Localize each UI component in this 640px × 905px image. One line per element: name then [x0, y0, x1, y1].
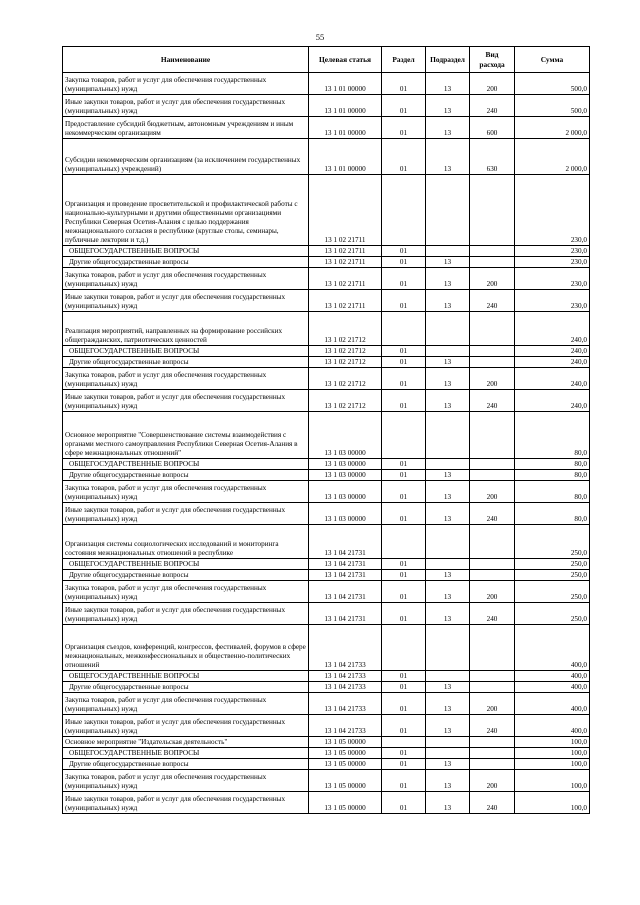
row-target-article: 13 1 04 21731: [309, 559, 382, 570]
row-target-article: 13 1 01 00000: [309, 117, 382, 139]
row-amount: 240,0: [515, 390, 590, 412]
row-name: Организация системы социологических исследований и мониторинга состояния межнациональных отношений в республике: [63, 525, 309, 559]
row-name: Организация съездов, конференций, конгрессов, фестивалей, форумов в сфере межнациональных, межконфессиональных и общественно-политических отношений: [63, 625, 309, 671]
row-subsection: [426, 175, 470, 246]
row-name: Закупка товаров, работ и услуг для обеспечения государственных (муниципальных) нужд: [63, 693, 309, 715]
row-amount: 400,0: [515, 693, 590, 715]
row-target-article: 13 1 04 21733: [309, 625, 382, 671]
table-row: [63, 603, 590, 625]
table-body: [63, 73, 590, 814]
column-header-target: Целевая статья: [309, 47, 382, 73]
table-row: [63, 268, 590, 290]
table-row: [63, 175, 590, 246]
row-name: Другие общегосударственные вопросы: [63, 357, 309, 368]
row-section: 01: [382, 671, 426, 682]
row-expense-type: 200: [470, 770, 515, 792]
row-subsection: 13: [426, 603, 470, 625]
row-target-article: 13 1 04 21733: [309, 693, 382, 715]
row-name: Другие общегосударственные вопросы: [63, 570, 309, 581]
row-expense-type: 200: [470, 73, 515, 95]
row-section: 01: [382, 95, 426, 117]
table-row: [63, 290, 590, 312]
table-row: [63, 117, 590, 139]
row-target-article: 13 1 04 21733: [309, 682, 382, 693]
row-amount: 250,0: [515, 525, 590, 559]
row-subsection: [426, 525, 470, 559]
table-row: [63, 459, 590, 470]
row-expense-type: [470, 346, 515, 357]
row-expense-type: [470, 175, 515, 246]
row-section: 01: [382, 770, 426, 792]
row-subsection: [426, 671, 470, 682]
row-expense-type: 240: [470, 290, 515, 312]
row-expense-type: [470, 748, 515, 759]
row-section: [382, 175, 426, 246]
row-target-article: 13 1 02 21711: [309, 257, 382, 268]
row-name: Иные закупки товаров, работ и услуг для обеспечения государственных (муниципальных) нужд: [63, 715, 309, 737]
row-target-article: 13 1 01 00000: [309, 95, 382, 117]
column-header-amount: Сумма: [515, 47, 590, 73]
row-target-article: 13 1 05 00000: [309, 737, 382, 748]
row-name: Иные закупки товаров, работ и услуг для обеспечения государственных (муниципальных) нужд: [63, 390, 309, 412]
row-subsection: 13: [426, 693, 470, 715]
table-row: [63, 73, 590, 95]
row-name: Закупка товаров, работ и услуг для обеспечения государственных (муниципальных) нужд: [63, 770, 309, 792]
column-header-subsection: Подраздел: [426, 47, 470, 73]
table-row: [63, 95, 590, 117]
row-expense-type: [470, 737, 515, 748]
row-target-article: 13 1 05 00000: [309, 792, 382, 814]
row-amount: 100,0: [515, 792, 590, 814]
row-amount: 500,0: [515, 95, 590, 117]
table-row: [63, 759, 590, 770]
row-name: Закупка товаров, работ и услуг для обеспечения государственных (муниципальных) нужд: [63, 368, 309, 390]
row-amount: 80,0: [515, 459, 590, 470]
row-subsection: 13: [426, 73, 470, 95]
row-subsection: [426, 625, 470, 671]
row-target-article: 13 1 02 21711: [309, 246, 382, 257]
table-row: [63, 412, 590, 459]
row-section: 01: [382, 481, 426, 503]
row-amount: 230,0: [515, 268, 590, 290]
row-amount: 100,0: [515, 737, 590, 748]
row-section: [382, 412, 426, 459]
row-subsection: [426, 559, 470, 570]
table-row: [63, 770, 590, 792]
row-target-article: 13 1 02 21712: [309, 390, 382, 412]
table-row: [63, 581, 590, 603]
row-amount: 250,0: [515, 581, 590, 603]
table-row: [63, 682, 590, 693]
row-section: 01: [382, 581, 426, 603]
row-name: ОБЩЕГОСУДАРСТВЕННЫЕ ВОПРОСЫ: [63, 671, 309, 682]
table-row: [63, 346, 590, 357]
row-subsection: 13: [426, 257, 470, 268]
row-section: [382, 312, 426, 346]
row-section: 01: [382, 368, 426, 390]
row-target-article: 13 1 02 21711: [309, 268, 382, 290]
row-section: [382, 737, 426, 748]
table-row: [63, 559, 590, 570]
row-expense-type: 200: [470, 693, 515, 715]
row-name: Другие общегосударственные вопросы: [63, 470, 309, 481]
column-header-name: Наименование: [63, 47, 309, 73]
row-section: 01: [382, 268, 426, 290]
row-amount: 400,0: [515, 671, 590, 682]
row-expense-type: [470, 357, 515, 368]
row-amount: 100,0: [515, 770, 590, 792]
row-expense-type: [470, 246, 515, 257]
row-section: 01: [382, 693, 426, 715]
row-section: 01: [382, 715, 426, 737]
row-subsection: 13: [426, 570, 470, 581]
row-subsection: 13: [426, 503, 470, 525]
row-amount: 80,0: [515, 503, 590, 525]
row-amount: 240,0: [515, 312, 590, 346]
row-target-article: 13 1 03 00000: [309, 481, 382, 503]
row-section: 01: [382, 117, 426, 139]
row-subsection: 13: [426, 759, 470, 770]
table-row: [63, 792, 590, 814]
row-target-article: 13 1 03 00000: [309, 459, 382, 470]
row-section: 01: [382, 470, 426, 481]
row-expense-type: 630: [470, 139, 515, 175]
table-row: [63, 748, 590, 759]
row-subsection: 13: [426, 290, 470, 312]
row-amount: 400,0: [515, 682, 590, 693]
row-expense-type: 200: [470, 581, 515, 603]
row-subsection: 13: [426, 117, 470, 139]
row-name: Субсидии некоммерческим организациям (за исключением государственных (муниципальных) учреждений): [63, 139, 309, 175]
row-expense-type: [470, 257, 515, 268]
table-row: [63, 525, 590, 559]
row-subsection: [426, 459, 470, 470]
row-amount: 230,0: [515, 257, 590, 268]
row-amount: 80,0: [515, 470, 590, 481]
row-subsection: 13: [426, 390, 470, 412]
row-subsection: [426, 312, 470, 346]
row-expense-type: 240: [470, 390, 515, 412]
row-subsection: 13: [426, 715, 470, 737]
table-row: [63, 715, 590, 737]
row-amount: 250,0: [515, 603, 590, 625]
row-section: 01: [382, 503, 426, 525]
row-name: Другие общегосударственные вопросы: [63, 759, 309, 770]
column-header-section: Раздел: [382, 47, 426, 73]
row-name: ОБЩЕГОСУДАРСТВЕННЫЕ ВОПРОСЫ: [63, 346, 309, 357]
row-section: 01: [382, 559, 426, 570]
table-row: [63, 737, 590, 748]
row-name: Иные закупки товаров, работ и услуг для обеспечения государственных (муниципальных) нужд: [63, 95, 309, 117]
row-section: 01: [382, 748, 426, 759]
table-row: [63, 470, 590, 481]
column-header-expense-type: Вид расхода: [470, 47, 515, 73]
table-row: [63, 570, 590, 581]
row-name: Иные закупки товаров, работ и услуг для обеспечения государственных (муниципальных) нужд: [63, 603, 309, 625]
row-section: 01: [382, 682, 426, 693]
row-subsection: [426, 737, 470, 748]
table-row: [63, 503, 590, 525]
row-expense-type: 240: [470, 95, 515, 117]
row-target-article: 13 1 05 00000: [309, 759, 382, 770]
row-target-article: 13 1 02 21711: [309, 290, 382, 312]
row-name: ОБЩЕГОСУДАРСТВЕННЫЕ ВОПРОСЫ: [63, 246, 309, 257]
row-section: 01: [382, 357, 426, 368]
row-subsection: 13: [426, 682, 470, 693]
row-name: Основное мероприятие "Издательская деятельность": [63, 737, 309, 748]
row-name: Иные закупки товаров, работ и услуг для обеспечения государственных (муниципальных) нужд: [63, 503, 309, 525]
table-row: [63, 671, 590, 682]
row-name: Иные закупки товаров, работ и услуг для обеспечения государственных (муниципальных) нужд: [63, 792, 309, 814]
row-amount: 400,0: [515, 625, 590, 671]
row-section: 01: [382, 459, 426, 470]
row-section: 01: [382, 246, 426, 257]
row-section: 01: [382, 390, 426, 412]
row-subsection: 13: [426, 268, 470, 290]
row-section: [382, 625, 426, 671]
row-expense-type: [470, 412, 515, 459]
table-row: [63, 481, 590, 503]
row-name: Организация и проведение просветительской и профилактической работы с национально-культурными и другими общественными организациями Республики Северная Осетия-Алания с целью поддержания межнационального согласия в республике (круглые столы, семинары, публичные лектории и т.д.): [63, 175, 309, 246]
row-subsection: 13: [426, 481, 470, 503]
row-expense-type: 200: [470, 268, 515, 290]
row-expense-type: [470, 470, 515, 481]
row-target-article: 13 1 04 21731: [309, 525, 382, 559]
row-target-article: 13 1 04 21731: [309, 570, 382, 581]
table-row: [63, 257, 590, 268]
row-subsection: [426, 412, 470, 459]
row-subsection: [426, 748, 470, 759]
row-name: Другие общегосударственные вопросы: [63, 257, 309, 268]
row-section: 01: [382, 139, 426, 175]
table-row: [63, 390, 590, 412]
row-amount: 2 000,0: [515, 139, 590, 175]
row-target-article: 13 1 02 21712: [309, 312, 382, 346]
row-expense-type: 240: [470, 603, 515, 625]
row-target-article: 13 1 04 21731: [309, 581, 382, 603]
row-subsection: 13: [426, 368, 470, 390]
row-expense-type: [470, 625, 515, 671]
row-name: Закупка товаров, работ и услуг для обеспечения государственных (муниципальных) нужд: [63, 581, 309, 603]
table-row: [63, 139, 590, 175]
row-target-article: 13 1 05 00000: [309, 770, 382, 792]
row-target-article: 13 1 04 21731: [309, 603, 382, 625]
row-amount: 250,0: [515, 570, 590, 581]
row-subsection: 13: [426, 770, 470, 792]
row-section: 01: [382, 290, 426, 312]
row-amount: 400,0: [515, 715, 590, 737]
row-subsection: 13: [426, 95, 470, 117]
row-expense-type: 200: [470, 481, 515, 503]
row-expense-type: [470, 559, 515, 570]
row-section: 01: [382, 257, 426, 268]
budget-table: [62, 46, 590, 814]
row-target-article: 13 1 02 21712: [309, 357, 382, 368]
row-expense-type: [470, 759, 515, 770]
row-amount: 500,0: [515, 73, 590, 95]
row-expense-type: 240: [470, 503, 515, 525]
row-name: Иные закупки товаров, работ и услуг для обеспечения государственных (муниципальных) нужд: [63, 290, 309, 312]
row-target-article: 13 1 02 21712: [309, 368, 382, 390]
table-row: [63, 246, 590, 257]
row-expense-type: [470, 459, 515, 470]
row-amount: 80,0: [515, 481, 590, 503]
row-section: 01: [382, 792, 426, 814]
row-subsection: [426, 246, 470, 257]
row-section: 01: [382, 603, 426, 625]
row-name: Другие общегосударственные вопросы: [63, 682, 309, 693]
page-number: 55: [315, 32, 325, 42]
row-amount: 80,0: [515, 412, 590, 459]
row-target-article: 13 1 05 00000: [309, 748, 382, 759]
row-target-article: 13 1 03 00000: [309, 470, 382, 481]
row-expense-type: [470, 671, 515, 682]
row-amount: 240,0: [515, 357, 590, 368]
row-expense-type: [470, 682, 515, 693]
row-target-article: 13 1 01 00000: [309, 139, 382, 175]
row-amount: 230,0: [515, 290, 590, 312]
row-name: Закупка товаров, работ и услуг для обеспечения государственных (муниципальных) нужд: [63, 481, 309, 503]
table-row: [63, 625, 590, 671]
row-target-article: 13 1 04 21733: [309, 715, 382, 737]
row-subsection: 13: [426, 792, 470, 814]
table-row: [63, 368, 590, 390]
row-amount: 230,0: [515, 175, 590, 246]
row-subsection: 13: [426, 139, 470, 175]
row-name: Закупка товаров, работ и услуг для обеспечения государственных (муниципальных) нужд: [63, 268, 309, 290]
row-section: 01: [382, 73, 426, 95]
row-target-article: 13 1 03 00000: [309, 503, 382, 525]
row-expense-type: 200: [470, 368, 515, 390]
row-section: 01: [382, 570, 426, 581]
row-amount: 100,0: [515, 748, 590, 759]
row-subsection: 13: [426, 357, 470, 368]
row-subsection: 13: [426, 581, 470, 603]
row-amount: 250,0: [515, 559, 590, 570]
row-name: Реализация мероприятий, направленных на формирование российских общегражданских, патриотических ценностей: [63, 312, 309, 346]
row-expense-type: [470, 525, 515, 559]
row-expense-type: 600: [470, 117, 515, 139]
row-target-article: 13 1 01 00000: [309, 73, 382, 95]
row-target-article: 13 1 02 21711: [309, 175, 382, 246]
row-expense-type: 240: [470, 792, 515, 814]
row-name: ОБЩЕГОСУДАРСТВЕННЫЕ ВОПРОСЫ: [63, 459, 309, 470]
table-row: [63, 357, 590, 368]
row-target-article: 13 1 04 21733: [309, 671, 382, 682]
row-amount: 2 000,0: [515, 117, 590, 139]
table-row: [63, 312, 590, 346]
row-amount: 240,0: [515, 346, 590, 357]
row-section: 01: [382, 759, 426, 770]
row-subsection: [426, 346, 470, 357]
row-target-article: 13 1 03 00000: [309, 412, 382, 459]
row-name: ОБЩЕГОСУДАРСТВЕННЫЕ ВОПРОСЫ: [63, 559, 309, 570]
row-name: Закупка товаров, работ и услуг для обеспечения государственных (муниципальных) нужд: [63, 73, 309, 95]
row-expense-type: [470, 312, 515, 346]
row-target-article: 13 1 02 21712: [309, 346, 382, 357]
row-name: ОБЩЕГОСУДАРСТВЕННЫЕ ВОПРОСЫ: [63, 748, 309, 759]
row-amount: 100,0: [515, 759, 590, 770]
row-name: Предоставление субсидий бюджетным, автономным учреждениям и иным некоммерческим организациям: [63, 117, 309, 139]
row-amount: 240,0: [515, 368, 590, 390]
row-subsection: 13: [426, 470, 470, 481]
row-name: Основное мероприятие "Совершенствование системы взаимодействия с органами местного самоуправления Республики Северная Осетия-Алания в сфере межнациональных отношений": [63, 412, 309, 459]
row-section: [382, 525, 426, 559]
table-row: [63, 693, 590, 715]
row-section: 01: [382, 346, 426, 357]
table-header: [63, 47, 590, 73]
row-amount: 230,0: [515, 246, 590, 257]
row-expense-type: 240: [470, 715, 515, 737]
row-expense-type: [470, 570, 515, 581]
